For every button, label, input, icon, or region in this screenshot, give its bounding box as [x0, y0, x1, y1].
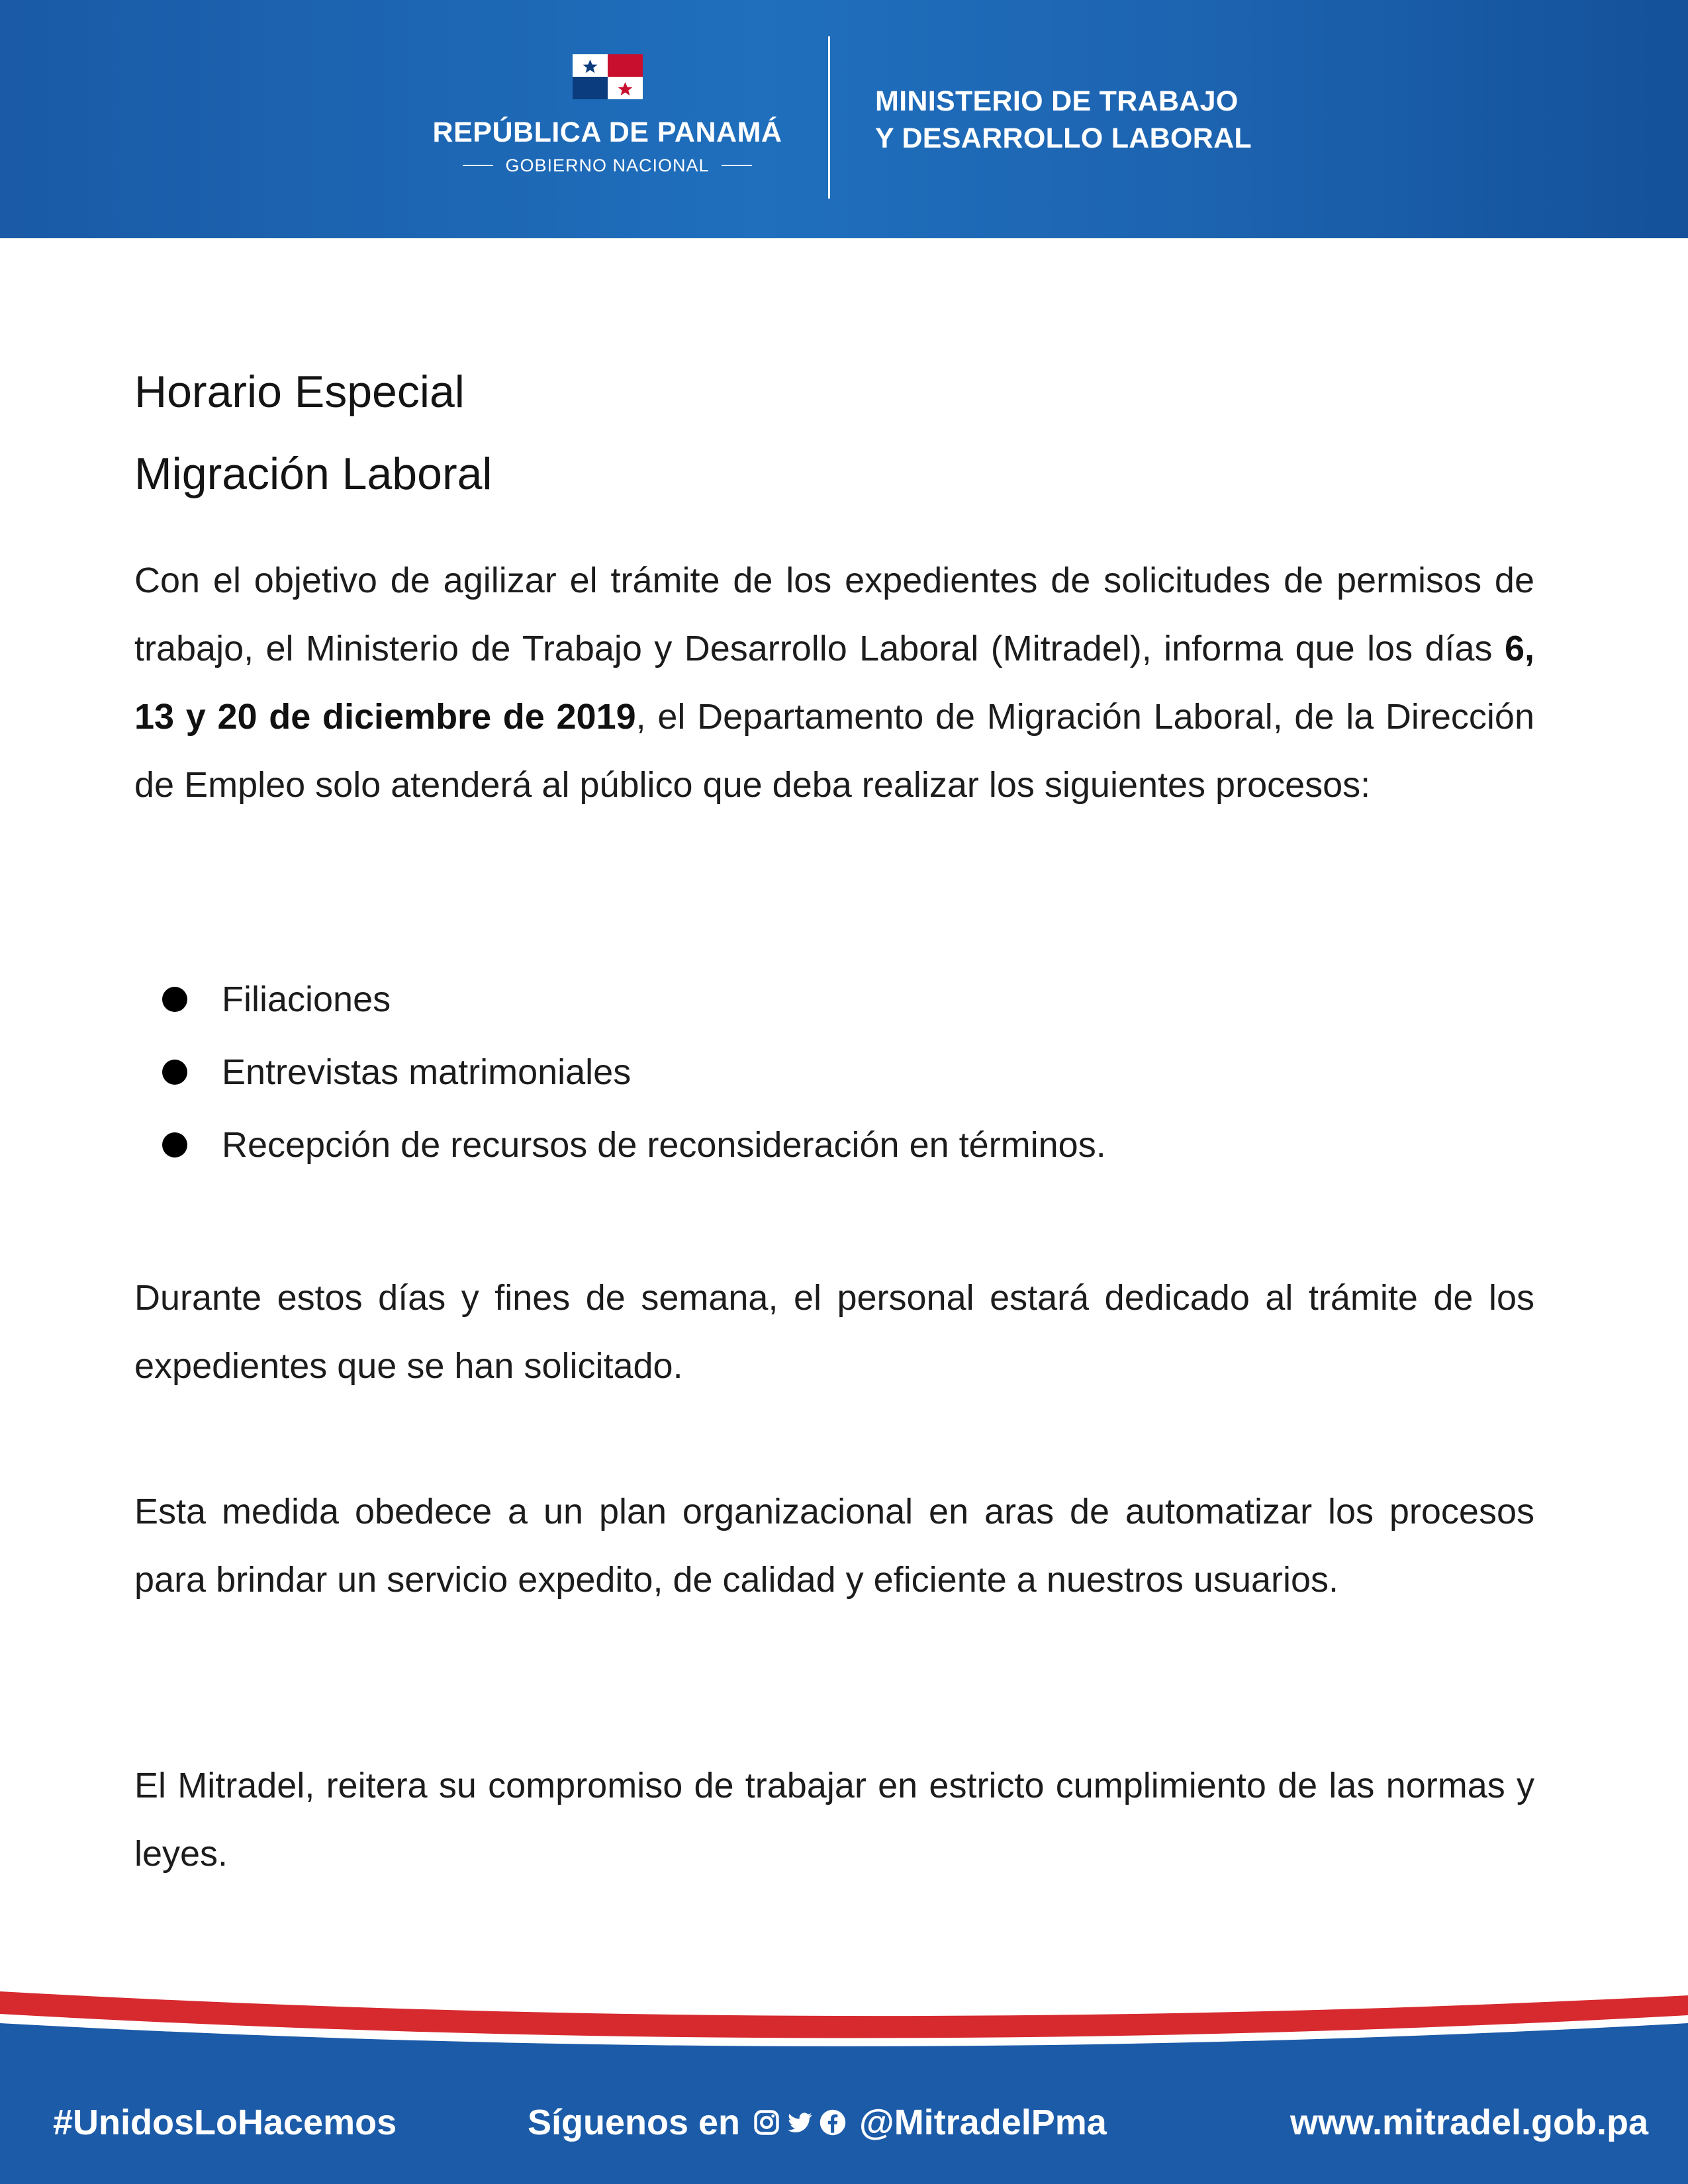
intro-text-end: , el Departamento de Migración Laboral, de la Dirección de Empleo solo atenderá al público que deba realizar los siguientes procesos:: [134, 697, 1534, 805]
twitter-icon[interactable]: [785, 2108, 814, 2137]
document-title: [134, 351, 929, 515]
list-item: [162, 963, 1420, 1036]
ministry-line-1: MINISTERIO DE TRABAJO: [875, 85, 1239, 117]
header-banner: [0, 0, 1688, 238]
intro-dates-bold: 6, 13 y 20 de diciembre de 2019: [134, 629, 1534, 737]
follow-label: Síguenos en: [528, 2103, 741, 2142]
commitment-paragraph: El Mitradel, reitera su compromiso de trabajar en estricto cumplimiento de las normas y leyes.: [134, 1766, 1534, 1874]
title-line-2: Migración Laboral: [134, 449, 492, 499]
intro-text-start: Con el objetivo de agilizar el trámite de los expedientes de solicitudes de permisos de trabajo, el Ministerio de Trabajo y Desarrollo Laboral (Mitradel), informa que los días: [134, 561, 1534, 668]
government-subtitle: [424, 154, 791, 177]
intro-paragraph: [134, 547, 1534, 819]
bullet-icon: [162, 1132, 187, 1158]
title-line-1: Horario Especial: [134, 367, 465, 417]
list-item-label: Recepción de recursos de reconsideración en términos.: [222, 1125, 1106, 1165]
republic-title: REPÚBLICA DE PANAMÁ: [432, 116, 782, 148]
list-item: [162, 1109, 1420, 1181]
instagram-icon[interactable]: [752, 2108, 781, 2137]
social-follow: [528, 2099, 1107, 2146]
subtitle-rule-right: [722, 165, 752, 166]
bullet-icon: [162, 1060, 187, 1085]
social-icons: [752, 2108, 847, 2137]
bullet-icon: [162, 987, 187, 1012]
header-divider: [828, 36, 830, 199]
measure-paragraph: Esta medida obedece a un plan organizacional en aras de automatizar los procesos para brindar un servicio expedito, de calidad y eficiente a nuestros usuarios.: [134, 1492, 1534, 1600]
panama-flag-icon: [573, 54, 643, 99]
hashtag-label: #UnidosLoHacemos: [53, 2103, 397, 2142]
website-link[interactable]: www.mitradel.gob.pa: [1289, 2103, 1648, 2142]
subtitle-rule-left: [463, 165, 493, 166]
footer-banner: [0, 1976, 1688, 2184]
process-list: [162, 963, 1420, 1181]
list-item: [162, 1036, 1420, 1109]
list-item-label: Entrevistas matrimoniales: [222, 1052, 632, 1092]
staff-paragraph: Durante estos días y fines de semana, el personal estará dedicado al trámite de los expedientes que se han solicitado.: [134, 1278, 1534, 1386]
facebook-icon[interactable]: [818, 2108, 847, 2137]
list-item-label: Filiaciones: [222, 979, 391, 1019]
government-label: GOBIERNO NACIONAL: [505, 155, 710, 175]
social-handle[interactable]: @MitradelPma: [859, 2103, 1107, 2142]
ministry-name: [875, 83, 1272, 157]
ministry-line-2: Y DESARROLLO LABORAL: [875, 122, 1252, 154]
